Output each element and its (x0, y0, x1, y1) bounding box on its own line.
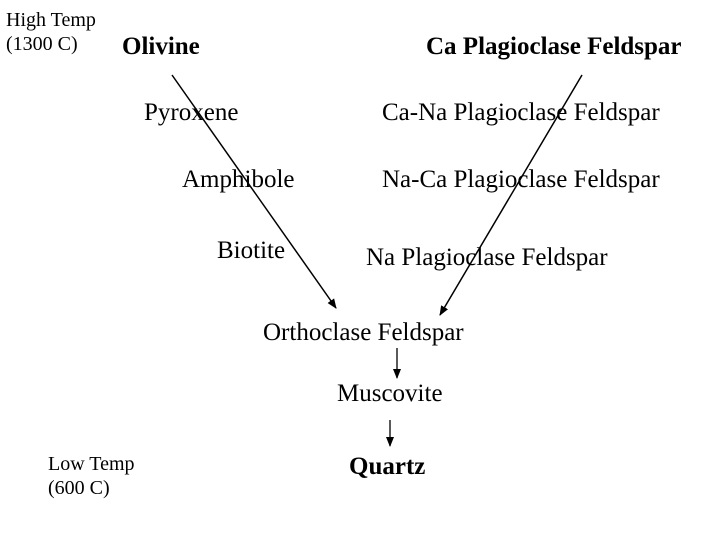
orthoclase-label: Orthoclase Feldspar (263, 319, 464, 346)
na-ca-plagioclase-label: Na-Ca Plagioclase Feldspar (382, 166, 660, 193)
quartz-label: Quartz (349, 453, 426, 480)
muscovite-label: Muscovite (337, 380, 443, 407)
biotite-label: Biotite (217, 237, 286, 264)
low-temp-value: (600 C) (48, 477, 110, 499)
amphibole-label: Amphibole (182, 166, 295, 193)
low-temp-label (48, 452, 135, 500)
ca-plagioclase-label: Ca Plagioclase Feldspar (426, 33, 682, 60)
low-temp-text: Low Temp (48, 453, 135, 475)
pyroxene-label: Pyroxene (144, 99, 239, 126)
ca-na-plagioclase-label: Ca-Na Plagioclase Feldspar (382, 99, 660, 126)
high-temp-value: (1300 C) (6, 33, 78, 55)
na-plagioclase-label: Na Plagioclase Feldspar (366, 244, 608, 271)
high-temp-text: High Temp (6, 9, 96, 31)
high-temp-label (6, 8, 96, 56)
olivine-label: Olivine (122, 33, 200, 60)
